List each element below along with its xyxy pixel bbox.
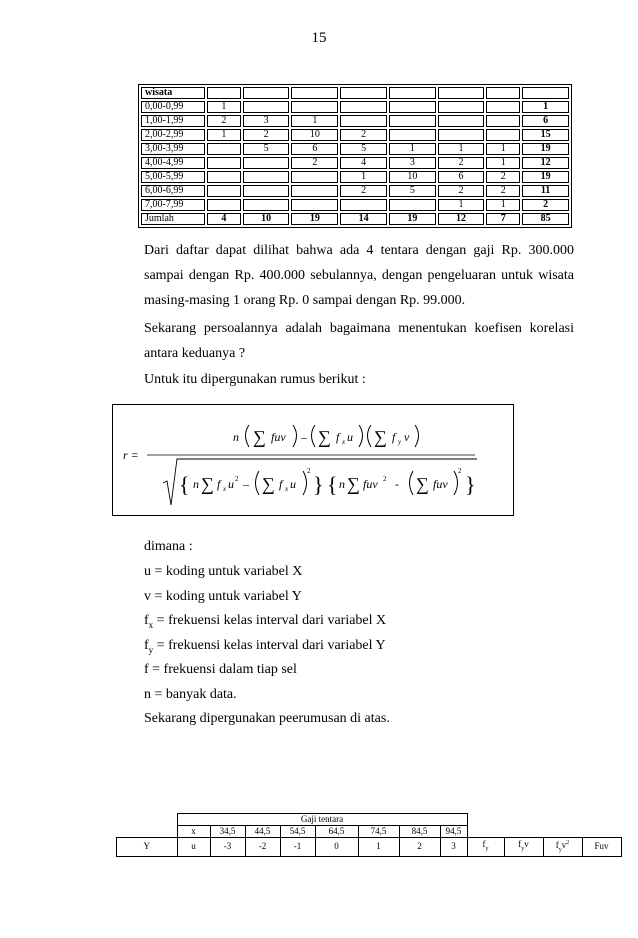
num-fy: f — [392, 430, 396, 444]
paren-left — [410, 471, 414, 495]
x-value: 64,5 — [315, 826, 358, 838]
sigma-icon: ∑ — [374, 427, 387, 447]
table-cell: 2 — [486, 171, 520, 183]
den-sq3: 2 — [383, 475, 387, 483]
fx-symbol: f — [144, 613, 149, 628]
table-cell: 4 — [340, 157, 387, 169]
table-cell: 1 — [291, 115, 338, 127]
paren-left — [256, 471, 260, 495]
u-value: 2 — [399, 838, 440, 857]
definitions-intro: dimana : — [144, 539, 193, 554]
table-cell: 2 — [291, 157, 338, 169]
table-cell: 1 — [207, 101, 241, 113]
definition-f: f = frekuensi dalam tiap sel — [144, 662, 297, 677]
row-label: 7,00-7,99 — [141, 199, 205, 211]
computation-table — [116, 813, 622, 857]
x-value: 54,5 — [280, 826, 315, 838]
table-cell — [486, 101, 520, 113]
u-value: 3 — [440, 838, 467, 857]
row-label: 0,00-0,99 — [141, 101, 205, 113]
fuv-header: Fuv — [582, 838, 621, 857]
table-cell — [340, 87, 387, 99]
table-row — [141, 143, 569, 155]
table-cell: 1 — [389, 143, 436, 155]
fy-symbol: f — [144, 638, 149, 653]
table-header-row — [141, 87, 569, 99]
table-cell: 2 — [340, 129, 387, 141]
table-cell: 1 — [486, 199, 520, 211]
table-cell: 1 — [486, 157, 520, 169]
sigma-icon: ∑ — [262, 474, 275, 494]
brace-right-icon: } — [465, 472, 476, 497]
correlation-formula — [112, 404, 514, 516]
row-label: Jumlah — [141, 213, 205, 225]
table-cell — [291, 171, 338, 183]
table-cell — [486, 87, 520, 99]
table-cell — [243, 185, 290, 197]
table-row — [141, 199, 569, 211]
table-row — [141, 101, 569, 113]
row-total-cell: 12 — [522, 157, 569, 169]
fy-text: = frekuensi kelas interval dari variabel Y — [153, 638, 386, 653]
row-label: 3,00-3,99 — [141, 143, 205, 155]
frequency-table — [138, 84, 572, 228]
table-cell — [486, 129, 520, 141]
table-cell — [389, 101, 436, 113]
table-cell — [243, 87, 290, 99]
table-cell: 10 — [389, 171, 436, 183]
table-row — [141, 129, 569, 141]
sigma-icon: ∑ — [416, 474, 429, 494]
table-cell: 14 — [340, 213, 387, 225]
closing-sentence: Sekarang dipergunakan peerumusan di atas. — [144, 711, 390, 726]
table-cell: 1 — [207, 129, 241, 141]
page-number: 15 — [311, 30, 327, 46]
sigma-icon: ∑ — [201, 474, 214, 494]
x-label: x — [177, 826, 210, 838]
table-cell: 2 — [486, 185, 520, 197]
brace-left-icon: { — [179, 472, 190, 497]
den-u2: u — [290, 477, 296, 491]
num-n: n — [233, 430, 239, 444]
u-value: -3 — [210, 838, 245, 857]
table-cell: 5 — [340, 143, 387, 155]
den-fx2: f — [279, 477, 283, 491]
sigma-icon: ∑ — [318, 427, 331, 447]
fy-subscript: y — [148, 644, 154, 655]
fy-header: $f_y$ — [467, 838, 504, 857]
num-fx: f — [336, 430, 340, 444]
table-cell: 10 — [291, 129, 338, 141]
table-cell — [389, 87, 436, 99]
table-cell: 2 — [340, 185, 387, 197]
table-cell — [243, 157, 290, 169]
definition-fx — [144, 611, 386, 635]
table-cell — [291, 101, 338, 113]
fx-text: = frekuensi kelas interval dari variabel X — [153, 613, 387, 628]
table-cell — [486, 115, 520, 127]
table-cell — [243, 101, 290, 113]
table-cell — [389, 115, 436, 127]
paren-left — [246, 425, 250, 447]
den-fuv2: fuv — [433, 477, 448, 491]
num-fuv: fuv — [271, 430, 286, 444]
den-minus: – — [243, 477, 249, 491]
table-cell: 19 — [389, 213, 436, 225]
table-x-row — [117, 826, 622, 838]
formula-lhs: r = — [123, 448, 139, 462]
paren-right — [359, 425, 363, 447]
table-cell — [389, 199, 436, 211]
x-value: 74,5 — [358, 826, 399, 838]
table-cell: 1 — [438, 143, 485, 155]
table-cell — [207, 143, 241, 155]
row-label: 2,00-2,99 — [141, 129, 205, 141]
definition-n: n = banyak data. — [144, 687, 237, 702]
row-total-cell: 19 — [522, 143, 569, 155]
den-sub-x2: x — [285, 485, 289, 493]
table-cell — [438, 87, 485, 99]
den-sq4: 2 — [458, 467, 462, 475]
y-label: Y — [117, 838, 178, 857]
paragraph-question: Sekarang persoalannya adalah bagaimana menentukan koefisen korelasi antara keduanya ? — [144, 321, 574, 361]
paren-right — [303, 471, 307, 495]
row-total-cell: 1 — [522, 101, 569, 113]
row-total-cell: 19 — [522, 171, 569, 183]
brace-left-icon: { — [327, 472, 338, 497]
den-n: n — [193, 477, 199, 491]
x-value: 34,5 — [210, 826, 245, 838]
num-u: u — [347, 430, 353, 444]
table-cell: 19 — [291, 213, 338, 225]
table-cell: 3 — [389, 157, 436, 169]
fx-subscript: x — [148, 619, 154, 630]
table-cell: 1 — [438, 199, 485, 211]
den-sq: 2 — [235, 475, 239, 483]
x-value: 84,5 — [399, 826, 440, 838]
num-sub-y: y — [398, 438, 402, 446]
row-total-cell: 6 — [522, 115, 569, 127]
table-cell — [438, 129, 485, 141]
num-v: v — [404, 430, 410, 444]
table-cell: 2 — [207, 115, 241, 127]
table-cell — [340, 199, 387, 211]
den-sq2: 2 — [307, 467, 311, 475]
den-u: u — [228, 477, 234, 491]
sigma-icon: ∑ — [347, 474, 360, 494]
sigma-icon: ∑ — [253, 427, 266, 447]
paren-right — [454, 471, 458, 495]
table-cell — [522, 87, 569, 99]
fyv2-header: $f_yv^2$ — [543, 838, 582, 857]
row-label: 5,00-5,99 — [141, 171, 205, 183]
table-cell — [243, 199, 290, 211]
table-row — [141, 185, 569, 197]
row-label: 1,00-1,99 — [141, 115, 205, 127]
table-cell — [243, 171, 290, 183]
brace-right-icon: } — [313, 472, 324, 497]
den-dash: - — [395, 477, 399, 491]
table-header-label: wisata — [141, 87, 205, 99]
table-cell — [340, 101, 387, 113]
u-value: 0 — [315, 838, 358, 857]
row-label: 6,00-6,99 — [141, 185, 205, 197]
x-value: 44,5 — [245, 826, 280, 838]
table-cell: 12 — [438, 213, 485, 225]
row-total-cell: 2 — [522, 199, 569, 211]
table-cell: 1 — [486, 143, 520, 155]
paren-left — [368, 425, 372, 447]
table-cell — [291, 199, 338, 211]
table-row — [141, 115, 569, 127]
table-cell: 7 — [486, 213, 520, 225]
table-cell: 2 — [243, 129, 290, 141]
table-title-row — [117, 814, 622, 826]
u-value: -2 — [245, 838, 280, 857]
table-cell: 4 — [207, 213, 241, 225]
den-sub-x: x — [223, 485, 227, 493]
table-cell — [207, 87, 241, 99]
table-row — [141, 171, 569, 183]
table-cell: 10 — [243, 213, 290, 225]
x-value: 94,5 — [440, 826, 467, 838]
num-minus: – — [301, 430, 307, 444]
table-total-row — [141, 213, 569, 225]
den-fuv: fuv — [363, 477, 378, 491]
table-cell — [389, 129, 436, 141]
table-cell: 3 — [243, 115, 290, 127]
den-n2: n — [339, 477, 345, 491]
table-cell: 6 — [438, 171, 485, 183]
table-cell — [207, 171, 241, 183]
table-title: Gaji tentara — [177, 814, 467, 826]
row-total-cell: 15 — [522, 129, 569, 141]
row-total-cell: 85 — [522, 213, 569, 225]
definition-u: u = koding untuk variabel X — [144, 564, 303, 579]
table-cell — [207, 157, 241, 169]
definition-v: v = koding untuk variabel Y — [144, 589, 302, 604]
table-u-row — [117, 838, 622, 857]
u-value: 1 — [358, 838, 399, 857]
paragraph-intro: Dari daftar dapat dilihat bahwa ada 4 tentara dengan gaji Rp. 300.000 sampai dengan Rp. 400.000 sebulannya, dengan pengeluaran untuk wisata masing-masing 1 orang Rp. 0 sampai dengan Rp. 99.000. — [144, 243, 574, 308]
table-cell — [340, 115, 387, 127]
table-cell: 6 — [291, 143, 338, 155]
paren-left — [312, 425, 316, 447]
table-cell: 5 — [243, 143, 290, 155]
table-cell: 5 — [389, 185, 436, 197]
paren-right — [293, 425, 297, 447]
table-cell — [291, 87, 338, 99]
num-sub-x: x — [342, 438, 346, 446]
u-label: u — [177, 838, 210, 857]
u-value: -1 — [280, 838, 315, 857]
row-label: 4,00-4,99 — [141, 157, 205, 169]
paren-right — [415, 425, 419, 447]
table-cell — [207, 185, 241, 197]
table-cell — [291, 185, 338, 197]
table-row — [141, 157, 569, 169]
table-cell: 2 — [438, 185, 485, 197]
table-cell: 1 — [340, 171, 387, 183]
table-cell — [207, 199, 241, 211]
row-total-cell: 11 — [522, 185, 569, 197]
definition-fy — [144, 636, 386, 660]
den-fx: f — [217, 477, 221, 491]
table-cell: 2 — [438, 157, 485, 169]
table-cell — [438, 115, 485, 127]
paragraph-formula-intro: Untuk itu dipergunakan rumus berikut : — [144, 372, 366, 387]
table-cell — [438, 101, 485, 113]
fyv-header: $f_yv$ — [504, 838, 543, 857]
